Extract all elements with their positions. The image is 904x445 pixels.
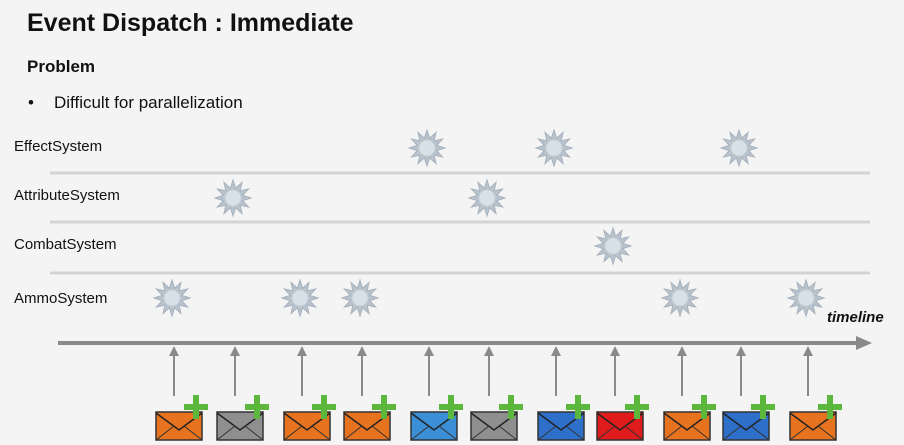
- timeline-arrowhead-icon: [856, 336, 872, 350]
- dispatch-arrowhead-icon: [677, 346, 687, 356]
- plus-horizontal: [184, 404, 208, 410]
- event-burst-icon: [154, 280, 190, 316]
- event-burst-icon: [469, 180, 505, 216]
- burst-center: [225, 190, 241, 206]
- dispatch-arrowhead-icon: [736, 346, 746, 356]
- burst-center: [292, 290, 308, 306]
- bullet-text: Difficult for parallelization: [54, 93, 243, 112]
- dispatch-arrowhead-icon: [297, 346, 307, 356]
- plus-horizontal: [245, 404, 269, 410]
- plus-horizontal: [692, 404, 716, 410]
- burst-center: [731, 140, 747, 156]
- plus-horizontal: [566, 404, 590, 410]
- plus-horizontal: [312, 404, 336, 410]
- row-label-effect-system: EffectSystem: [14, 138, 103, 155]
- dispatch-arrowhead-icon: [551, 346, 561, 356]
- burst-center: [352, 290, 368, 306]
- event-burst-icon: [662, 280, 698, 316]
- burst-center: [546, 140, 562, 156]
- dispatch-arrowhead-icon: [803, 346, 813, 356]
- dispatch-arrowhead-icon: [484, 346, 494, 356]
- dispatch-arrowhead-icon: [230, 346, 240, 356]
- burst-center: [672, 290, 688, 306]
- burst-center: [419, 140, 435, 156]
- event-burst-icon: [342, 280, 378, 316]
- event-burst-icon: [282, 280, 318, 316]
- dispatch-arrowhead-icon: [610, 346, 620, 356]
- plus-horizontal: [625, 404, 649, 410]
- row-label-ammo-system: AmmoSystem: [14, 290, 108, 307]
- dispatch-arrowhead-icon: [169, 346, 179, 356]
- event-burst-icon: [595, 228, 631, 264]
- plus-horizontal: [372, 404, 396, 410]
- event-burst-icon: [788, 280, 824, 316]
- slide-subtitle: Problem: [27, 57, 96, 76]
- dispatch-arrowhead-icon: [424, 346, 434, 356]
- event-burst-icon: [536, 130, 572, 166]
- burst-center: [605, 238, 621, 254]
- plus-horizontal: [499, 404, 523, 410]
- plus-horizontal: [818, 404, 842, 410]
- slide-title: Event Dispatch : Immediate: [27, 9, 354, 37]
- event-burst-icon: [721, 130, 757, 166]
- event-burst-icon: [215, 180, 251, 216]
- bullet-dot-icon: •: [28, 93, 34, 112]
- burst-center: [798, 290, 814, 306]
- event-burst-icon: [409, 130, 445, 166]
- burst-center: [479, 190, 495, 206]
- dispatch-arrowhead-icon: [357, 346, 367, 356]
- plus-horizontal: [439, 404, 463, 410]
- row-label-combat-system: CombatSystem: [14, 236, 117, 253]
- row-label-attribute-system: AttributeSystem: [14, 187, 120, 204]
- burst-center: [164, 290, 180, 306]
- plus-horizontal: [751, 404, 775, 410]
- timeline-label: timeline: [827, 309, 884, 326]
